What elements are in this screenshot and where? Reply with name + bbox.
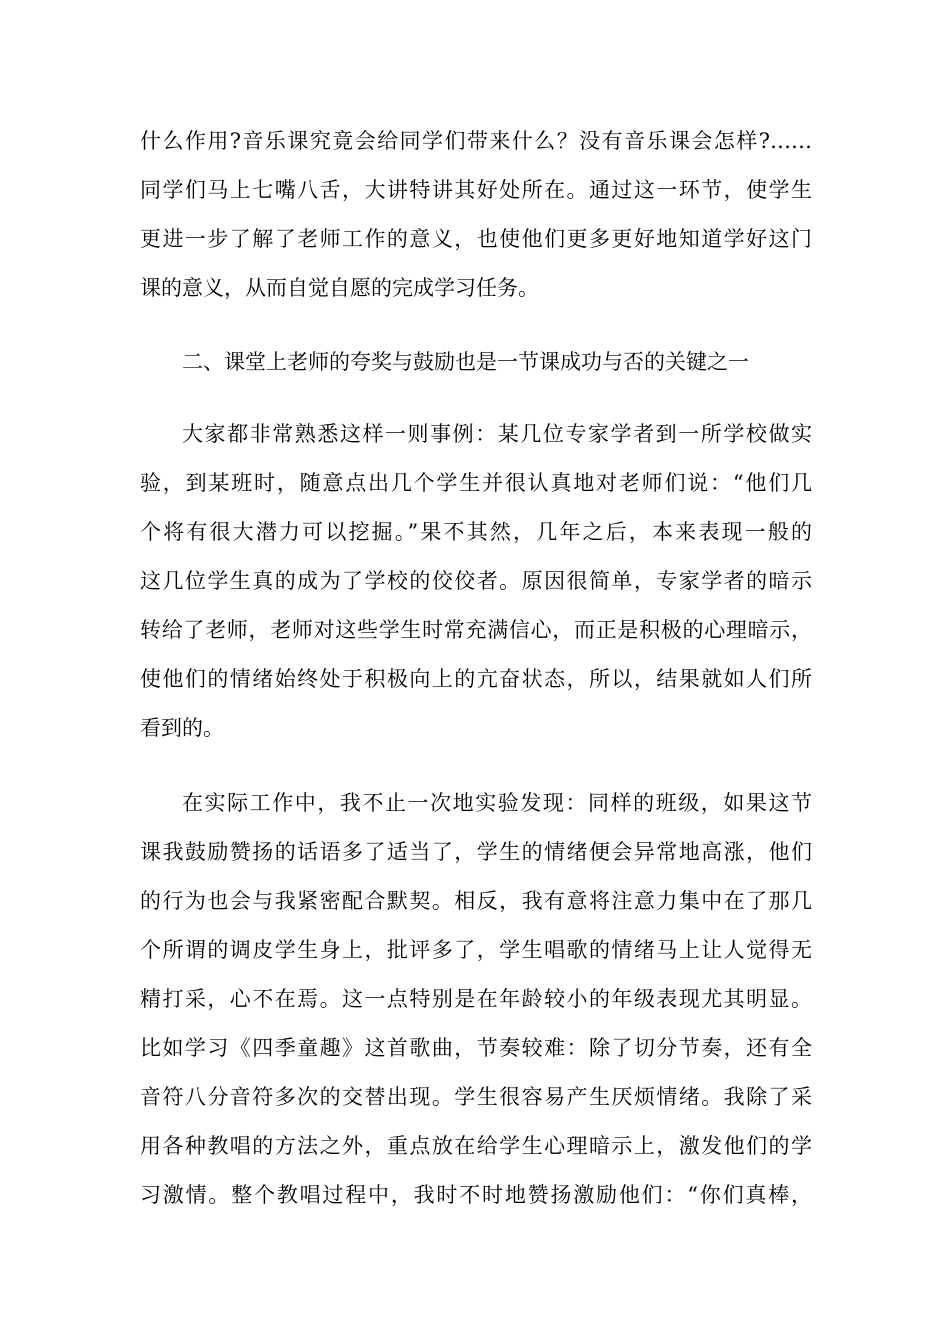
text-line: 验，到某班时，随意点出几个学生并很认真地对老师们说：“他们几 [140, 471, 812, 495]
text-line: 课我鼓励赞扬的话语多了适当了，学生的情绪便会异常地高涨，他们 [140, 840, 812, 864]
text-line: 看到的。 [140, 716, 224, 740]
paragraph-intro-continued [140, 117, 812, 313]
text-line: 在实际工作中，我不止一次地实验发现：同样的班级，如果这节 [182, 791, 812, 815]
text-line: 这几位学生真的成为了学校的佼佼者。原因很简单，专家学者的暗示 [140, 569, 812, 593]
text-line: 使他们的情绪始终处于积极向上的亢奋状态，所以，结果就如人们所 [140, 667, 812, 691]
text-line: 个将有很大潜力可以挖掘。”果不其然，几年之后，本来表现一般的 [140, 520, 812, 544]
text-line: 个所谓的调皮学生身上，批评多了，学生唱歌的情绪马上让人觉得无 [140, 938, 812, 962]
section-heading-2 [140, 338, 812, 387]
text-line: 课的意义，从而自觉自愿的完成学习任务。 [140, 276, 539, 300]
text-line: 的行为也会与我紧密配合默契。相反，我有意将注意力集中在了那几 [140, 889, 812, 913]
text-line: 更进一步了解了老师工作的意义，也使他们更多更好地知道学好这门 [140, 227, 812, 251]
text-line: 习激情。整个教唱过程中，我时不时地赞扬激励他们：“你们真棒， [140, 1183, 812, 1207]
paragraph-expert-example [140, 410, 812, 753]
paragraph-practice [140, 779, 812, 1220]
text-line: 比如学习《四季童趣》这首歌曲，节奏较难：除了切分节奏，还有全 [140, 1036, 812, 1060]
text-line: 精打采，心不在焉。这一点特别是在年龄较小的年级表现尤其明显。 [140, 987, 812, 1011]
text-line: 转给了老师，老师对这些学生时常充满信心，而正是积极的心理暗示， [140, 618, 812, 642]
text-line: 用各种教唱的方法之外，重点放在给学生心理暗示上，激发他们的学 [140, 1134, 812, 1158]
section-heading-text: 二、课堂上老师的夸奖与鼓励也是一节课成功与否的关键之一 [182, 350, 749, 374]
text-line: 同学们马上七嘴八舌，大讲特讲其好处所在。通过这一环节，使学生 [140, 178, 812, 202]
text-line: 什么作用?音乐课究竟会给同学们带来什么？没有音乐课会怎样?…… [140, 129, 812, 153]
text-line: 音符八分音符多次的交替出现。学生很容易产生厌烦情绪。我除了采 [140, 1085, 812, 1109]
text-line: 大家都非常熟悉这样一则事例：某几位专家学者到一所学校做实 [182, 422, 812, 446]
